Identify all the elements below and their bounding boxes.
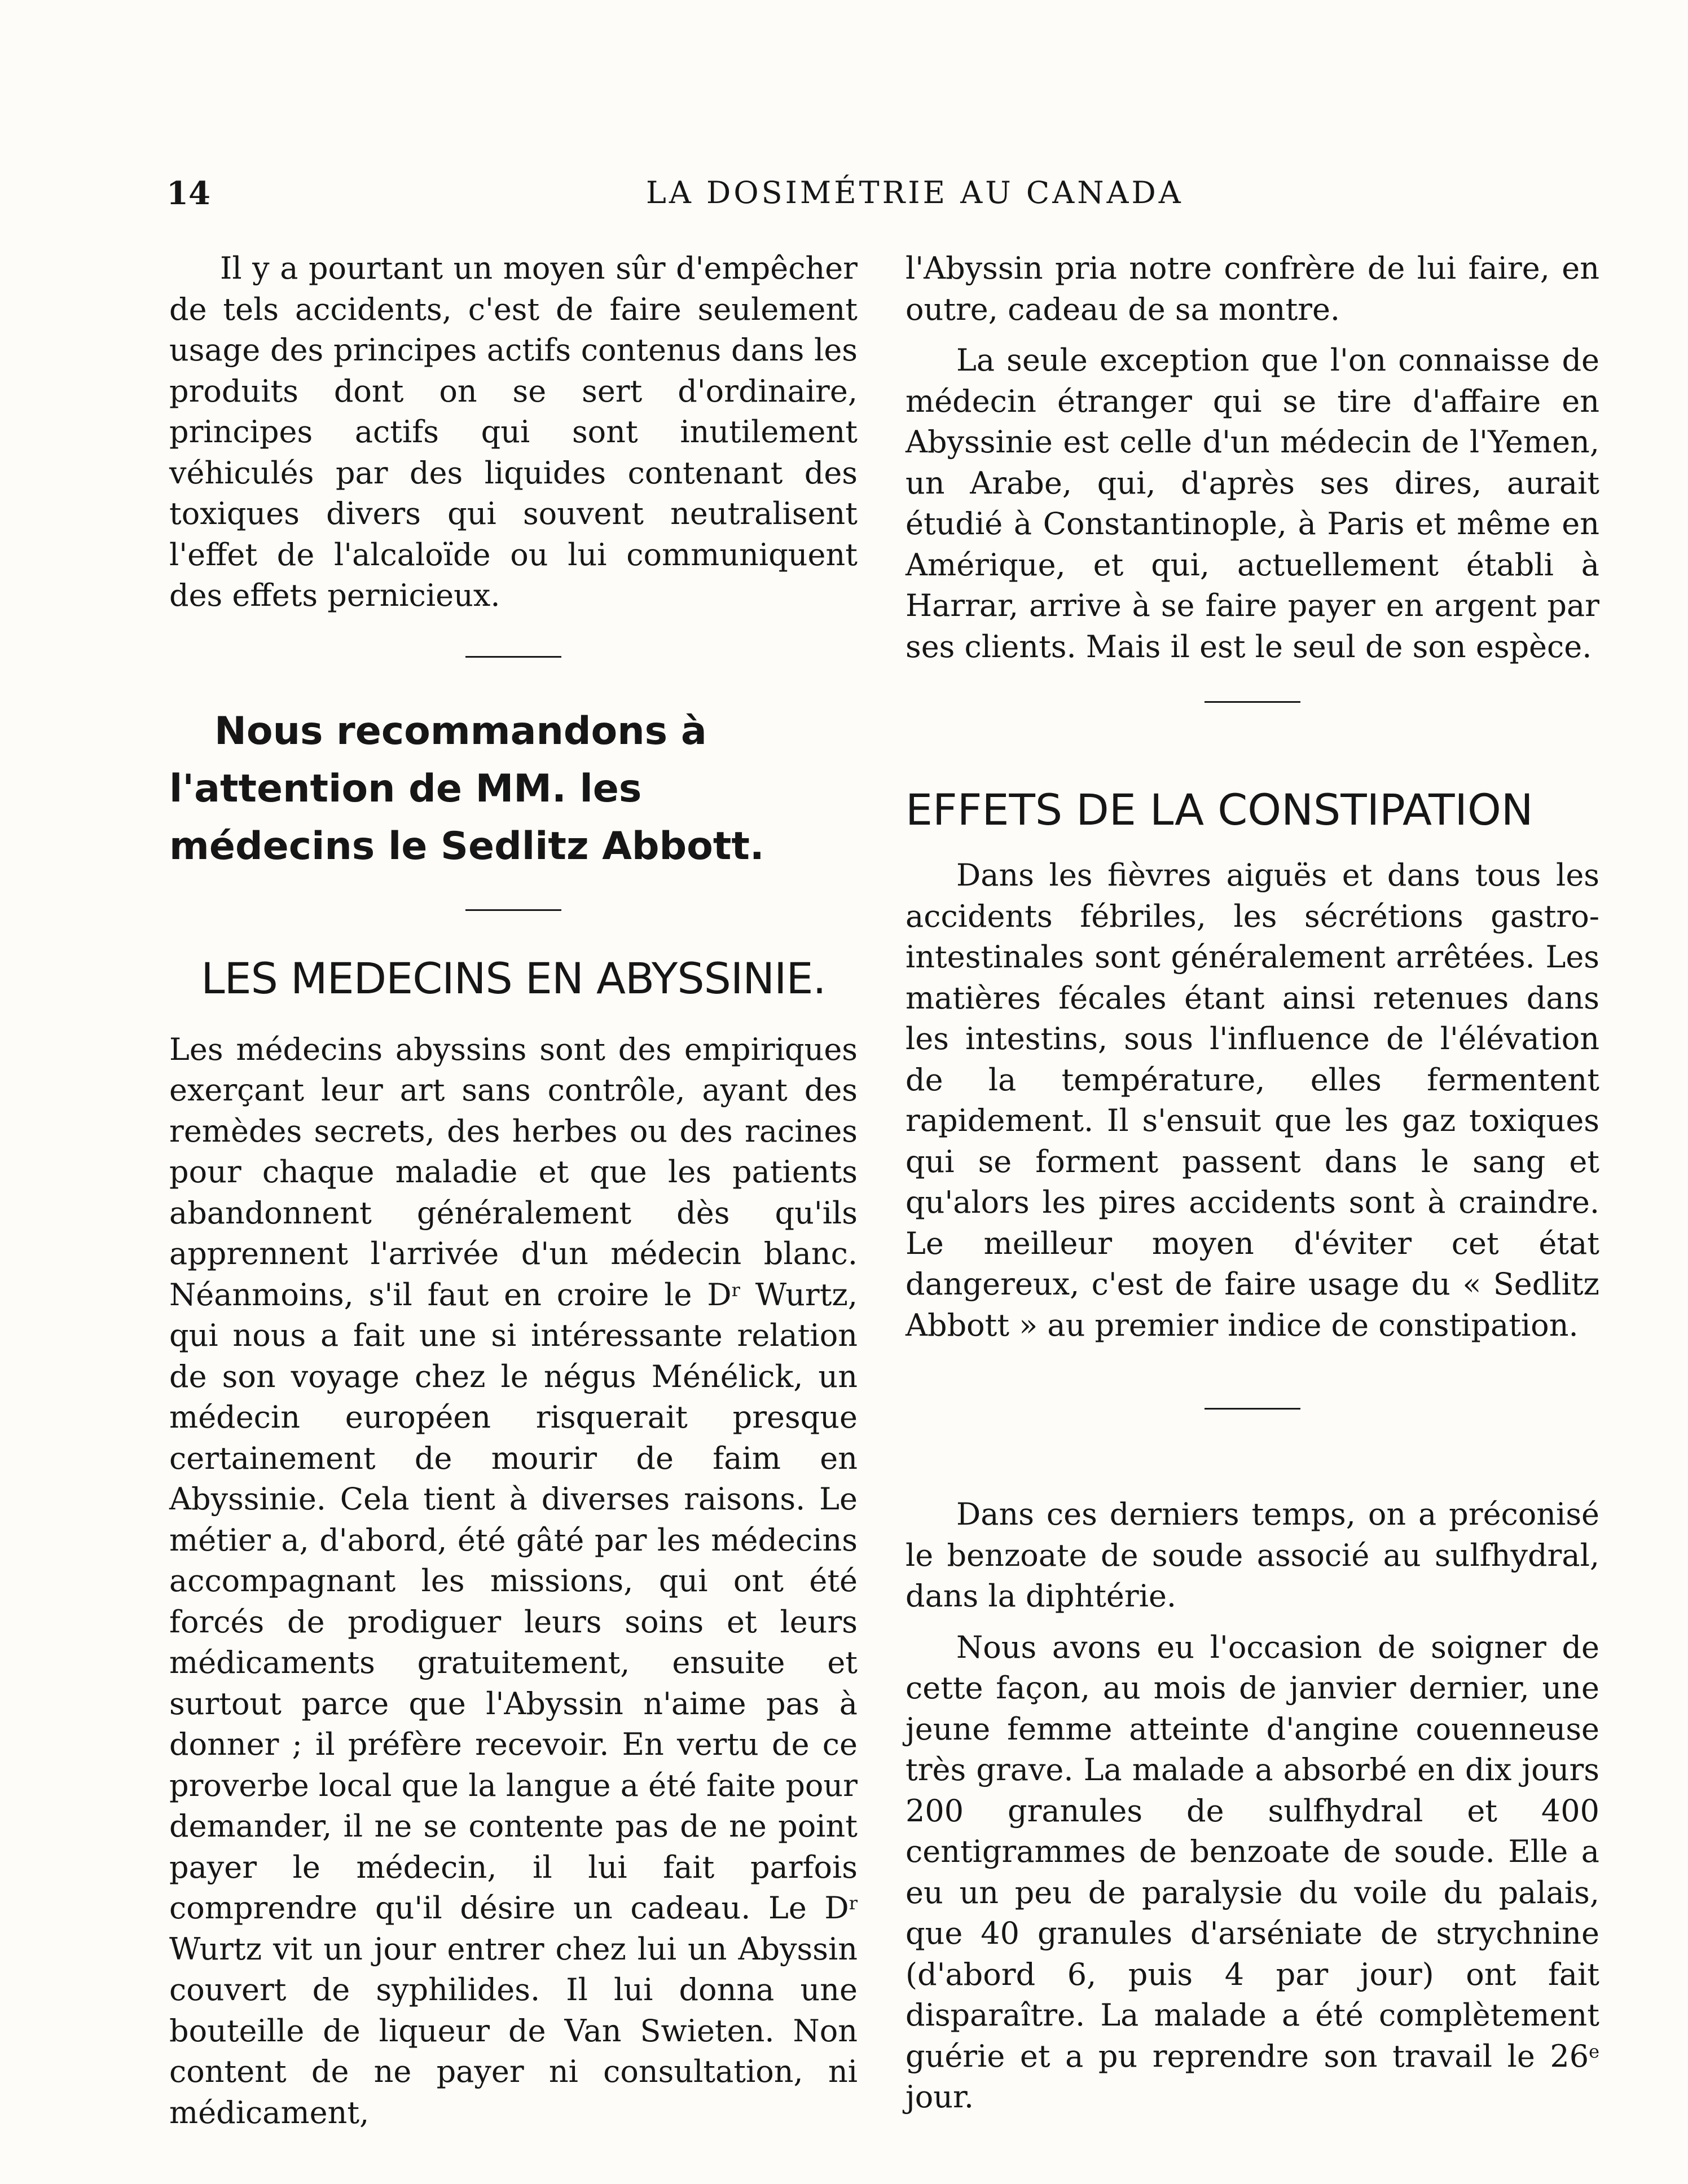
advertisement-notice: Nous recommandons à l'attention de MM. les médecins le Sedlitz Abbott. xyxy=(169,708,764,869)
continuation-paragraph: l'Abyssin pria notre confrère de lui faire, en outre, cadeau de sa montre. xyxy=(905,250,1599,327)
superscript: e xyxy=(1589,2040,1599,2062)
section-title-abyssinie: LES MEDECINS EN ABYSSINIE. xyxy=(201,953,826,1003)
article-text: Wurtz, qui nous a fait une si intéressante relation de son voyage chez le négus Ménélick, un médecin européen risquerait presque certainement de mourir de faim en Abyssinie. Cela tient à diverses raisons. Le métier a, d'abord, été gâté par les médecins accompagnant les missions, qui ont été forcés de prodiguer leurs soins et leurs médicaments gratuitement, ensuite et surtout parce que l'Abyssin n'aime pas à donner ; il préfère recevoir. En vertu de ce proverbe local que la langue a été faite pour demander, il ne se contente pas de ne point payer le médecin, il lui fait parfois comprendre qu'il désire un cadeau. Le D xyxy=(169,1276,858,1926)
superscript: r xyxy=(849,1892,858,1914)
running-title: LA DOSIMÉTRIE AU CANADA xyxy=(646,175,1184,210)
exception-paragraph: La seule exception que l'on connaisse de médecin étranger qui se tire d'affaire en Abyssinie est celle d'un médecin de l'Yemen, un Arabe, qui, d'après ses dires, aurait étudié à Constantinople, à Paris et même en Amérique, et qui, actuellement établi à Harrar, arrive à se faire payer en argent par ses clients. Mais il est le seul de son espèce. xyxy=(905,342,1599,664)
page-header xyxy=(166,175,1537,220)
case-paragraph xyxy=(905,1627,1599,2118)
page-number: 14 xyxy=(166,175,210,212)
case-text: Nous avons eu l'occasion de soigner de cette façon, au mois de janvier dernier, une jeune femme atteinte d'angine couenneuse très grave. La malade a absorbé en dix jours 200 granules de sulfhydral et 400 centigrammes de benzoate de soude. Elle a eu un peu de paralysie du voile du palais, que 40 granules d'arséniate de strychnine (d'abord 6, puis 4 par jour) ont fait disparaître. La malade a été complètement guérie et a pu reprendre son travail le 26 xyxy=(905,1629,1599,2074)
diphtheria-paragraph: Dans ces derniers temps, on a préconisé le benzoate de soude associé au sulfhydral, dans la diphtérie. xyxy=(905,1496,1599,1614)
article-abyssinie-paragraph xyxy=(169,1029,858,2134)
section-divider xyxy=(1205,701,1300,703)
article-text: Wurtz vit un jour entrer chez lui un Abyssin couvert de syphilides. Il lui donna une bouteille de liqueur de Van Swieten. Non content de ne payer ni consultation, ni médicament, xyxy=(169,1931,858,2130)
right-column xyxy=(905,248,1599,2128)
superscript: r xyxy=(731,1279,740,1301)
left-column xyxy=(169,248,858,2143)
section-divider xyxy=(465,656,561,658)
case-text: jour. xyxy=(905,2079,974,2115)
section-title-constipation: EFFETS DE LA CONSTIPATION xyxy=(905,785,1533,835)
article-text: Les médecins abyssins sont des empiriques exerçant leur art sans contrôle, ayant des remèdes secrets, des herbes ou des racines pour chaque maladie et que les patients abandonnent généralement dès qu'ils apprennent l'arrivée d'un médecin blanc. Néanmoins, s'il faut en croire le D xyxy=(169,1031,858,1313)
intro-paragraph: Il y a pourtant un moyen sûr d'empêcher de tels accidents, c'est de faire seulement usage des principes actifs contenus dans les produits dont on se sert d'ordinaire, principes actifs qui sont inutilement véhiculés par des liquides contenant des toxiques divers qui souvent neutralisent l'effet de l'alcaloïde ou lui communiquent des effets pernicieux. xyxy=(169,250,858,613)
section-divider xyxy=(465,909,561,911)
section-divider xyxy=(1205,1408,1300,1410)
constipation-paragraph: Dans les fièvres aiguës et dans tous les accidents fébriles, les sécrétions gastro-intestinales sont généralement arrêtées. Les matières fécales étant ainsi retenues dans les intestins, sous l'influence de l'élévation de la température, elles fermentent rapidement. Il s'ensuit que les gaz toxiques qui se forment passent dans le sang et qu'alors les pires accidents sont à craindre. Le meilleur moyen d'éviter cet état dangereux, c'est de faire usage du « Sedlitz Abbott » au premier indice de constipation. xyxy=(905,857,1599,1343)
